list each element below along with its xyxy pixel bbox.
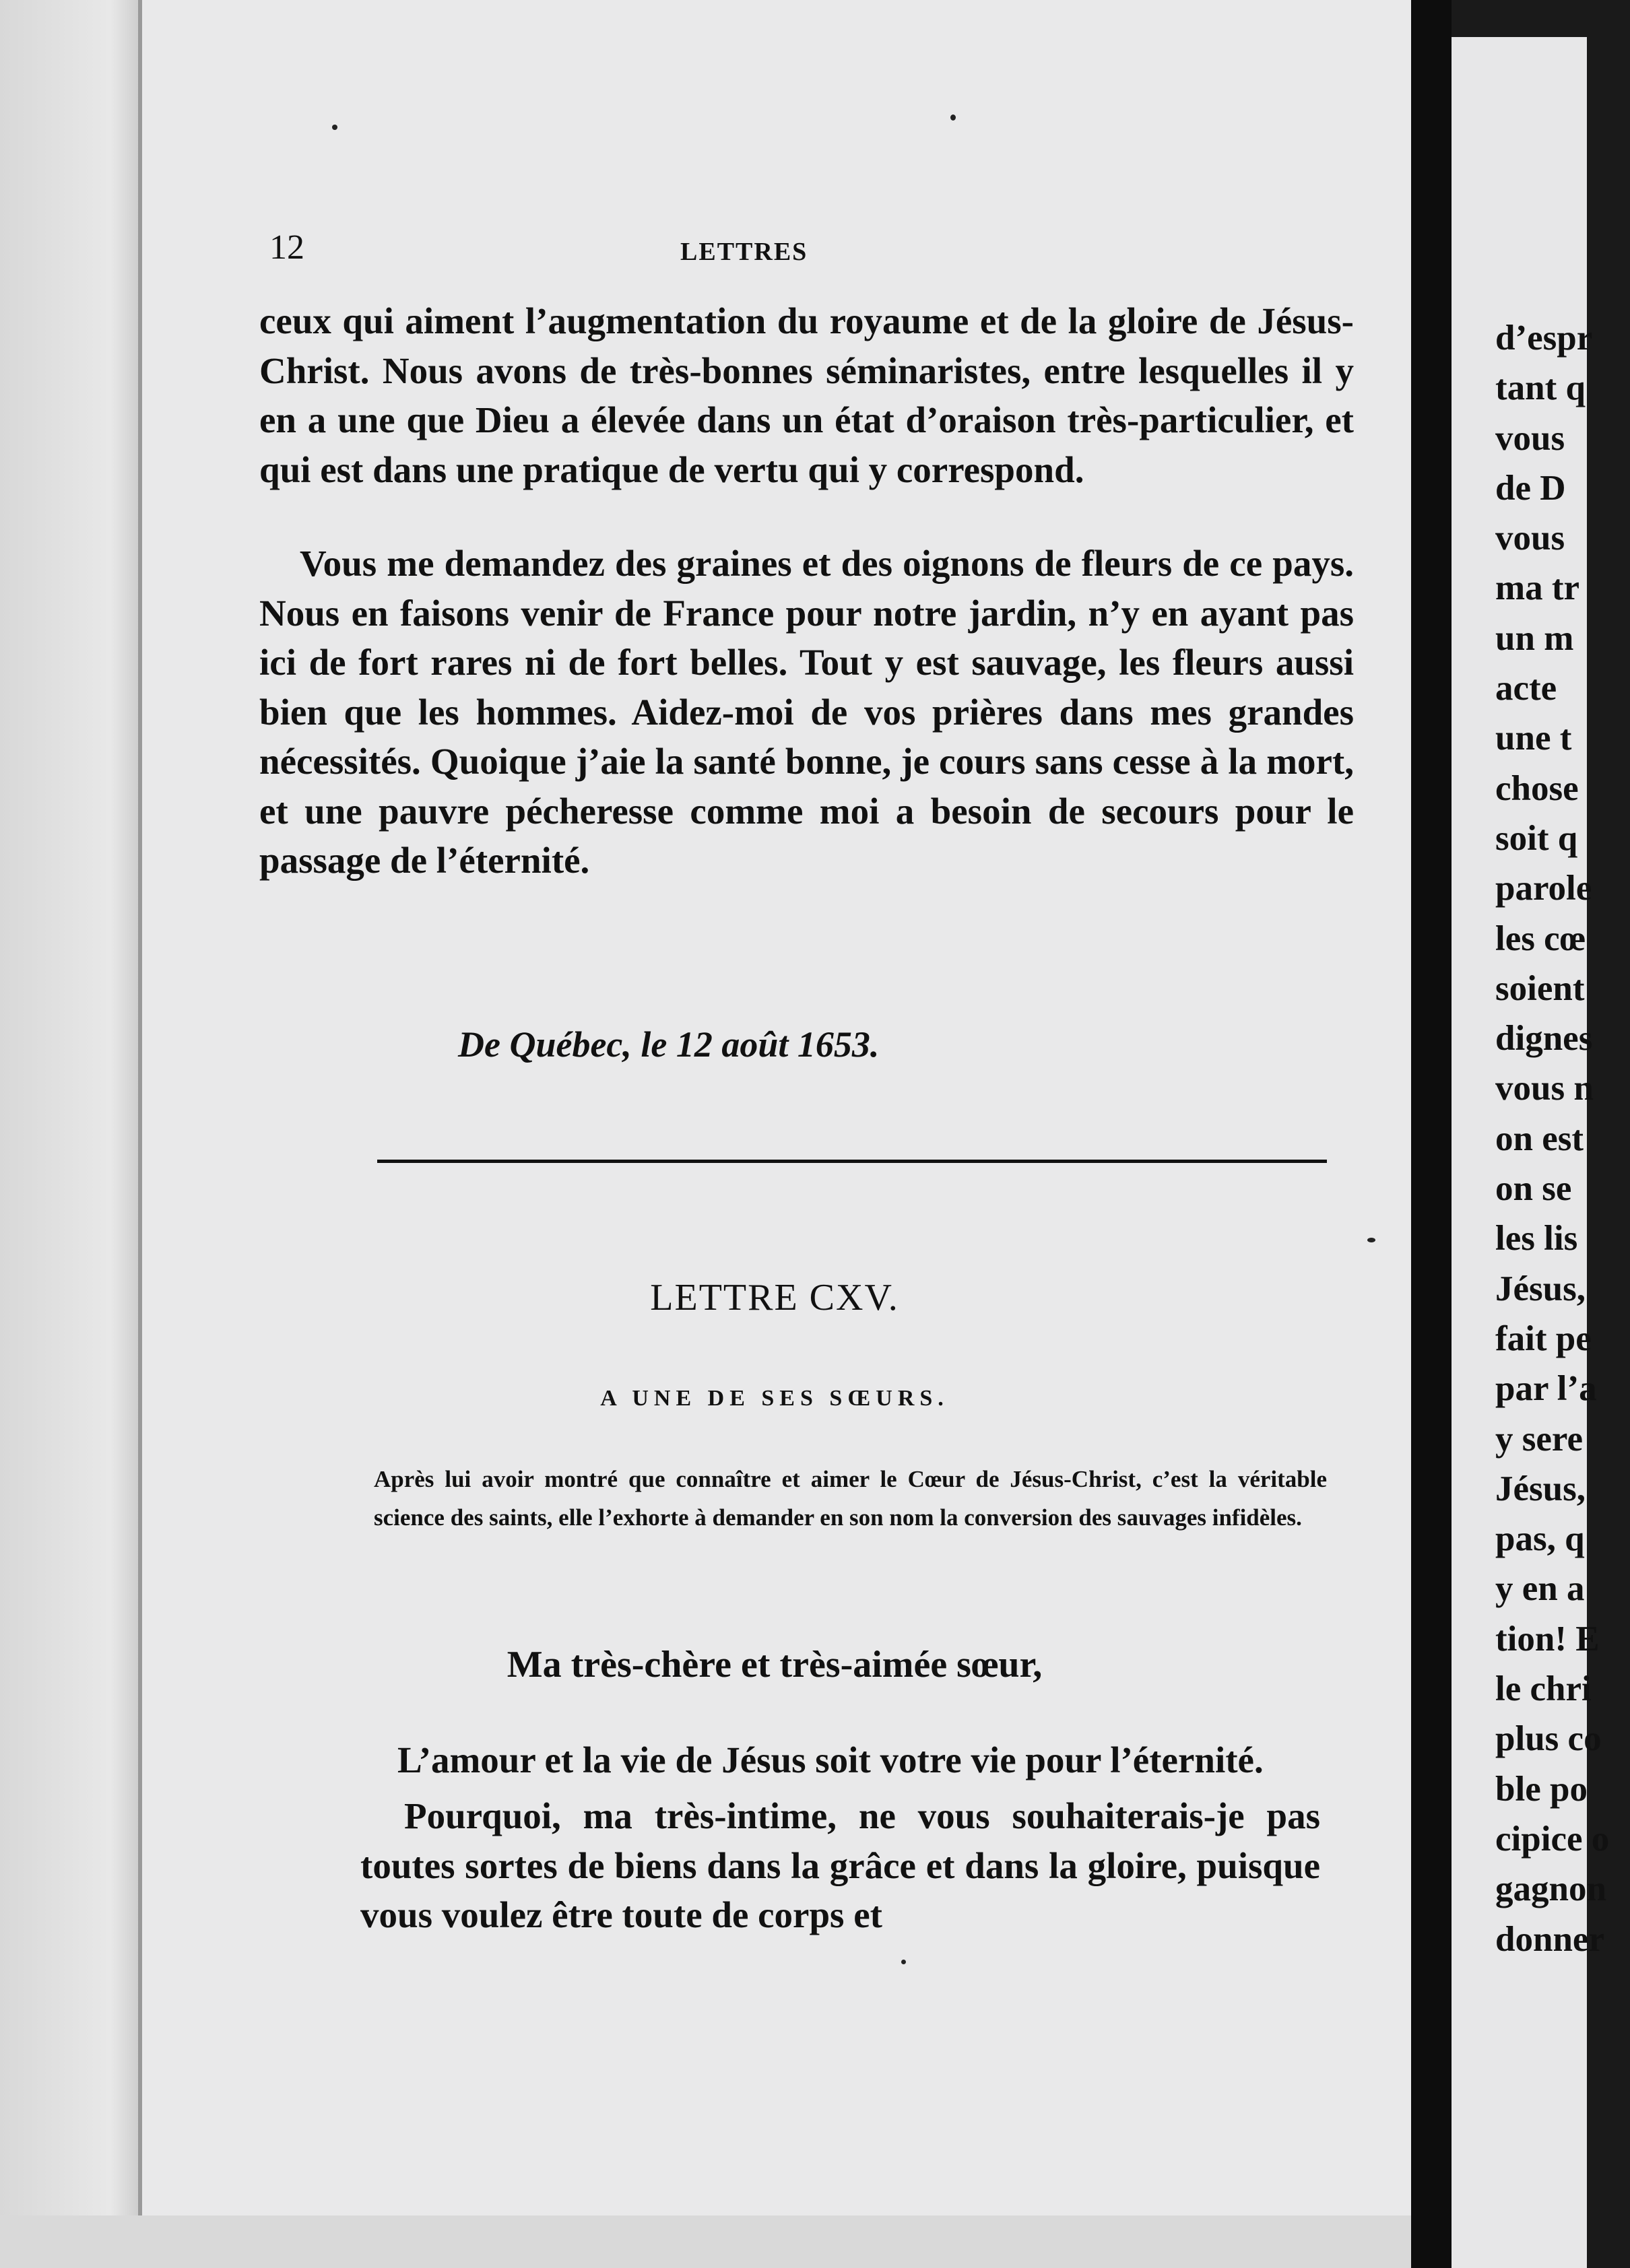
- facing-page-line: les cœ: [1495, 919, 1586, 958]
- paragraph-continuation: ceux qui aiment l’augmentation du royaume et de la gloire de Jésus-Christ. Nous avons de très-bonnes séminaristes, entre lesquelles il y en a une que Dieu a élevée dans un état d’oraison très-particulier, et qui est dans une pratique de vertu qui y correspond.: [259, 300, 1354, 490]
- letter-title: LETTRE CXV.: [650, 1277, 899, 1319]
- facing-page-line: gagnon: [1495, 1869, 1606, 1909]
- facing-page-line: par l’a: [1495, 1369, 1597, 1409]
- facing-page-line: Jésus,: [1495, 1469, 1586, 1508]
- letter-salutation: Ma très-chère et très-aimée sœur,: [507, 1644, 1043, 1686]
- letter-summary: Après lui avoir montré que connaître et aimer le Cœur de Jésus-Christ, c’est la véritable science des saints, elle l’exhorte à demander en son nom la conversion des sauvages infidèles.: [374, 1466, 1327, 1531]
- running-title: LETTRES: [680, 238, 808, 266]
- facing-page-text-column: [1495, 313, 1630, 1964]
- facing-page-line: les lis: [1495, 1219, 1578, 1259]
- facing-page-line: une t: [1495, 719, 1572, 758]
- section-rule: [377, 1160, 1327, 1163]
- facing-page-line: y sere: [1495, 1419, 1583, 1459]
- facing-page-line: vous n: [1495, 1069, 1594, 1108]
- facing-page-line: un m: [1495, 618, 1574, 658]
- facing-page-line: tant q: [1495, 368, 1586, 408]
- facing-page-line: vous: [1495, 519, 1565, 558]
- paragraph-letter-body: Pourquoi, ma très-intime, ne vous souhaiterais-je pas toutes sortes de biens dans la grâce et dans la gloire, puisque vous voulez être toute de corps et: [360, 1795, 1320, 1935]
- facing-page-line: parole: [1495, 869, 1592, 908]
- facing-page-line: y en a: [1495, 1569, 1585, 1609]
- facing-page-line: ma tr: [1495, 568, 1580, 608]
- paragraph-flowers: Vous me demandez des graines et des oignons de fleurs de ce pays. Nous en faisons venir de France pour notre jardin, n’y en ayant pas ici de fort rares ni de fort belles. Tout y est sauvage, les fleurs aussi bien que les hommes. Aidez-moi de vos prières dans mes grandes nécessités. Quoique j’aie la santé bonne, je cours sans cesse à la mort, et une pauvre pécheresse comme moi a besoin de secours pour le passage de l’éternité.: [259, 543, 1354, 881]
- facing-page-line: vous: [1495, 418, 1565, 458]
- letter-recipient: A UNE DE SES SŒURS.: [600, 1386, 949, 1411]
- scan-speck: [332, 125, 337, 130]
- letter-greeting: L’amour et la vie de Jésus soit votre vie pour l’éternité.: [397, 1739, 1264, 1780]
- page-number: 12: [269, 228, 304, 267]
- facing-page-line: on se: [1495, 1169, 1572, 1209]
- scan-left-margin: [0, 0, 138, 2268]
- facing-page-line: donner: [1495, 1919, 1604, 1959]
- facing-page-line: chose: [1495, 768, 1579, 808]
- scan-speck: [901, 1960, 906, 1964]
- facing-page-line: d’espr: [1495, 319, 1593, 358]
- facing-page: [1452, 37, 1610, 2268]
- facing-page-line: cipice o: [1495, 1819, 1610, 1859]
- book-gutter: [1411, 0, 1452, 2268]
- scan-speck: [950, 114, 956, 121]
- facing-page-line: acte: [1495, 669, 1557, 708]
- facing-page-line: de D: [1495, 468, 1566, 508]
- scan-speck: [1367, 1238, 1375, 1242]
- facing-page-line: plus co: [1495, 1719, 1602, 1759]
- facing-page-line: Jésus,: [1495, 1269, 1586, 1308]
- scan-bottom-edge: [0, 2215, 1411, 2268]
- facing-page-line: soient: [1495, 968, 1585, 1008]
- date-line: De Québec, le 12 août 1653.: [458, 1024, 880, 1065]
- facing-page-line: le chri: [1495, 1669, 1592, 1709]
- facing-page-line: soit q: [1495, 818, 1578, 858]
- facing-page-line: pas, q: [1495, 1519, 1585, 1559]
- facing-page-line: ble po: [1495, 1769, 1588, 1809]
- facing-page-line: on est: [1495, 1119, 1584, 1158]
- facing-page-line: fait pe: [1495, 1319, 1592, 1358]
- facing-page-line: dignes: [1495, 1019, 1593, 1059]
- facing-page-line: tion! E: [1495, 1619, 1600, 1659]
